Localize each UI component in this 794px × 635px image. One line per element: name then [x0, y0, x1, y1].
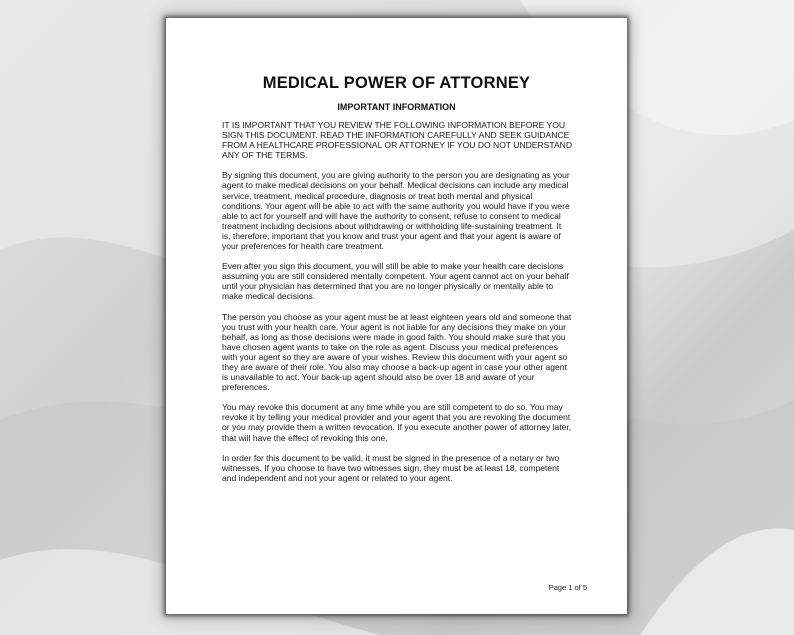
- paragraph-validity: In order for this document to be valid, it must be signed in the presence of a notary or two witnesses. If you choose to have two witnesses sign, they must be at least 18, competent and independent and not your agent or related to your agent.: [222, 452, 560, 483]
- paragraph-important-notice: IT IS IMPORTANT THAT YOU REVIEW THE FOLLOWING INFORMATION BEFORE YOU SIGN THIS DOCUMENT. READ THE INFORMATION CAREFULLY AND SEEK GUIDANCE FROM A HEALTHCARE PROFESSIONAL OR ATTORNEY IF YOU DO NOT UNDERSTAND ANY OF THE TERMS.: [222, 120, 573, 161]
- document-title: MEDICAL POWER OF ATTORNEY: [262, 74, 531, 92]
- document-page: [166, 18, 627, 614]
- paragraph-authority: By signing this document, you are giving authority to the person you are designating as your agent to make medical decisions on your behalf. Medical decisions can include any medical service, treatment, medical procedure, diagnosis or treat both mental and physical conditions. Your agent will be able to act with the same authority you would have if you were able to act for yourself and will have the authority to consent, refuse to consent to medical treatment including decisions about withdrawing or withholding life-sustaining treatment. It is, therefore, important that you know and trust your agent and that your agent is aware of your preferences for health care treatment.: [222, 170, 570, 252]
- paragraph-agent-choice: The person you choose as your agent must be at least eighteen years old and someone that you trust with your health care. Your agent is not liable for any decisions they make on your behalf, as long as those decisions were made in good faith. You should make sure that you have chosen agent wants to take on the role as agent. Discuss your medical preferences with your agent so they are aware of your wishes. Review this document with your agent so they are aware of their role. You also may choose a back-up agent in case your other agent is unavailable to act. Your back-up agent should also be over 18 and aware of your preferences.: [222, 311, 572, 393]
- paragraph-revocation: You may revoke this document at any time while you are still competent to do so. You may revoke it by telling your medical provider and your agent that you are revoking the document or you may provide them a written revocation. If you execute another power of attorney later, that will have the effect of revoking this one.: [222, 402, 572, 443]
- document-body: [222, 120, 572, 493]
- document-subtitle: IMPORTANT INFORMATION: [337, 102, 456, 112]
- paragraph-competence: Even after you sign this document, you will still be able to make your health care decisions assuming you are still considered mentally competent. Your agent cannot act on your behalf until your physician has determined that you are no longer physically or mentally able to make medical decisions.: [222, 261, 569, 302]
- page-number: Page 1 of 5: [548, 583, 587, 592]
